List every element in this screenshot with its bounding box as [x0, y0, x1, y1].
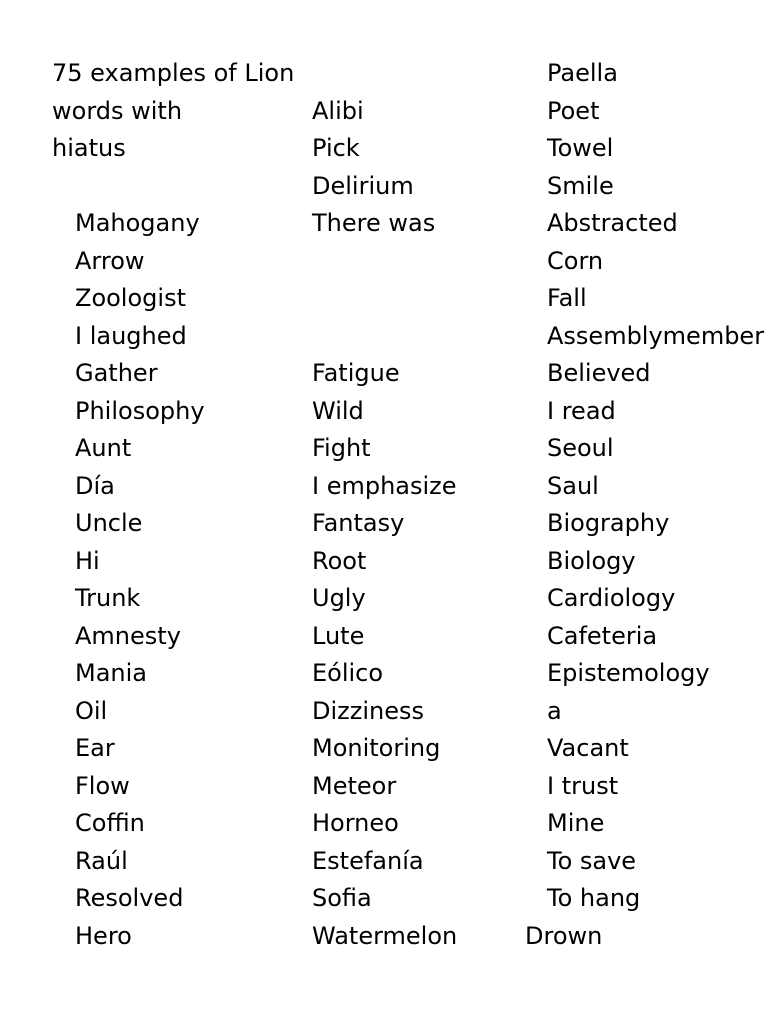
word-item: Flow: [75, 771, 130, 800]
word-item: Vacant: [547, 734, 629, 762]
word-item: Ear: [75, 734, 115, 762]
word-item: I emphasize: [312, 471, 457, 500]
word-column-2: [312, 55, 457, 955]
blank-line: [312, 55, 457, 93]
word-item: I laughed: [75, 321, 187, 350]
word-item: Raúl: [75, 846, 128, 875]
word-item: Uncle: [75, 509, 143, 537]
word-item: Epistemology: [547, 659, 710, 687]
word-item: Mania: [75, 659, 147, 687]
word-item: Cardiology: [547, 584, 676, 612]
word-item: To hang: [547, 884, 641, 912]
word-item: Saul: [547, 471, 599, 500]
word-item: Smile: [547, 171, 614, 200]
word-item: Mine: [547, 809, 605, 837]
word-item: Fight: [312, 434, 371, 462]
word-item: To save: [547, 846, 637, 875]
word-item: Hi: [75, 546, 100, 575]
blank-line: [312, 243, 457, 281]
word-item: Dizziness: [312, 696, 424, 725]
word-item: Lute: [312, 621, 365, 650]
blank-line: [312, 280, 457, 318]
word-item: Día: [75, 471, 115, 500]
word-item: Amnesty: [75, 621, 181, 650]
word-item: Mahogany: [75, 209, 200, 237]
word-item: Eólico: [312, 659, 384, 687]
word-item: Root: [312, 546, 367, 575]
word-item: I trust: [547, 771, 619, 800]
word-column-1: [52, 55, 294, 955]
word-item: Philosophy: [75, 396, 205, 425]
word-item: Sofia: [312, 884, 372, 912]
word-item: Alibi: [312, 96, 364, 125]
word-item: Hero: [75, 921, 132, 950]
title-line: 75 examples of Lion: [52, 59, 295, 87]
word-item: Abstracted: [547, 209, 678, 237]
word-item: Wild: [312, 396, 364, 425]
word-item: Fall: [547, 284, 587, 312]
word-item: Poet: [547, 96, 600, 125]
word-item: Oil: [75, 696, 108, 725]
title-line: words with: [52, 96, 183, 125]
word-item: Ugly: [312, 584, 366, 612]
word-item: Horneo: [312, 809, 399, 837]
word-item: Assemblymember: [547, 321, 765, 350]
word-item: Resolved: [75, 884, 184, 912]
word-item: I read: [547, 396, 616, 425]
word-item: Biography: [547, 509, 670, 537]
word-item: Pick: [312, 134, 360, 162]
word-item: Drown: [525, 921, 603, 950]
word-item: Estefanía: [312, 846, 424, 875]
word-item: Seoul: [547, 434, 614, 462]
blank-line: [312, 318, 457, 356]
word-item: Zoologist: [75, 284, 186, 312]
word-item: Fantasy: [312, 509, 405, 537]
word-item: Arrow: [75, 246, 145, 275]
word-item: There was: [312, 209, 436, 237]
word-item: Cafeteria: [547, 621, 658, 650]
word-item: Paella: [547, 59, 618, 87]
word-item: Trunk: [75, 584, 141, 612]
word-item: a: [547, 696, 562, 725]
word-item: Coffin: [75, 809, 145, 837]
word-column-3: [525, 55, 765, 955]
blank-line: [52, 168, 294, 206]
word-item: Delirium: [312, 171, 414, 200]
word-item: Monitoring: [312, 734, 441, 762]
word-item: Aunt: [75, 434, 132, 462]
word-item: Towel: [547, 134, 614, 162]
word-item: Corn: [547, 246, 604, 275]
word-item: Fatigue: [312, 359, 400, 387]
word-item: Gather: [75, 359, 158, 387]
word-item: Watermelon: [312, 921, 458, 950]
word-item: Biology: [547, 546, 636, 575]
title-line: hiatus: [52, 134, 126, 162]
word-item: Meteor: [312, 771, 397, 800]
word-item: Believed: [547, 359, 651, 387]
